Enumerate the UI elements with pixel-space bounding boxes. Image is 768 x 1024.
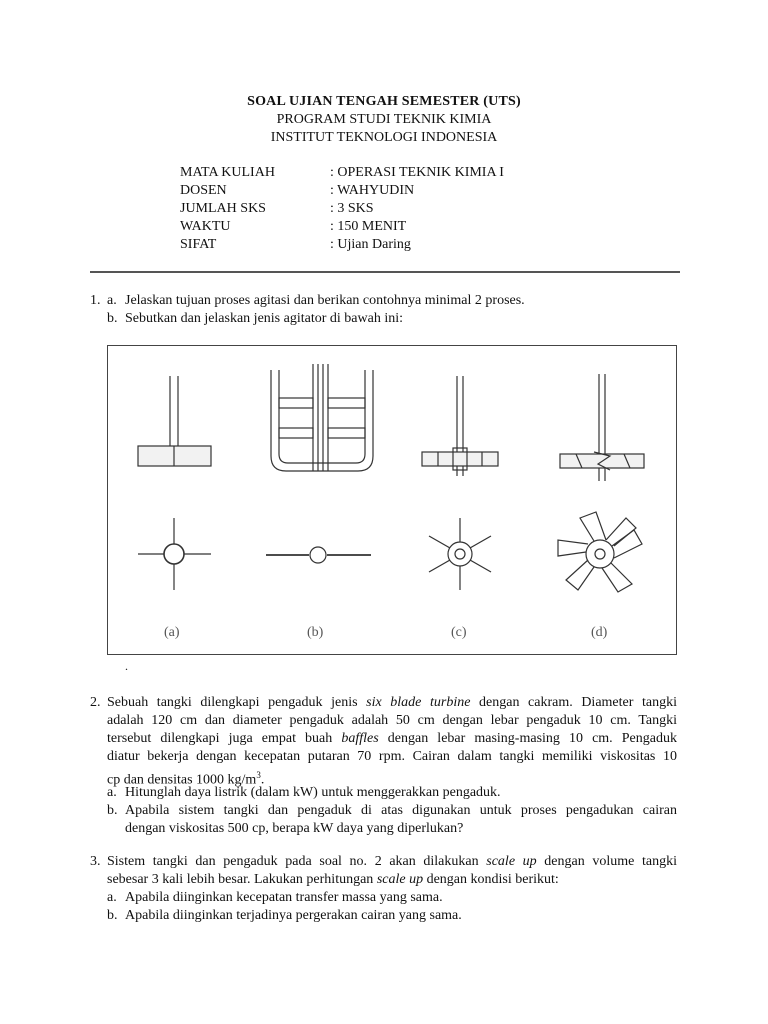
info-label: JUMLAH SKS xyxy=(180,201,266,216)
info-value: : 3 SKS xyxy=(330,201,374,216)
q3-italic-term: scale up xyxy=(486,854,537,869)
q3-text: sebesar 3 kali lebih besar. Lakukan perhitungan xyxy=(107,872,377,887)
figure-label-a: (a) xyxy=(164,625,180,640)
info-label: MATA KULIAH xyxy=(180,165,275,180)
q2-b-marker: b. xyxy=(107,803,118,818)
turbine-agitator-side-view xyxy=(422,376,498,476)
exam-title: SOAL UJIAN TENGAH SEMESTER (UTS) xyxy=(247,94,521,109)
q1-a-text: Jelaskan tujuan proses agitasi dan berikan contohnya minimal 2 proses. xyxy=(125,293,525,308)
figure-label-c: (c) xyxy=(451,625,467,640)
info-label: SIFAT xyxy=(180,237,217,252)
q3-a-text: Apabila diinginkan kecepatan transfer massa yang sama. xyxy=(125,890,443,905)
q2-text: Sebuah tangki dilengkapi pengaduk jenis xyxy=(107,695,367,710)
stray-dot: . xyxy=(125,659,128,673)
figure-label-b: (b) xyxy=(307,625,324,640)
q2-b-line-1: Apabila sistem tangki dan pengaduk di atas digunakan untuk proses pengadukan cairan xyxy=(125,803,677,818)
q3-italic-term: scale up xyxy=(376,872,424,887)
q2-number: 2. xyxy=(90,695,101,710)
q2-italic-term: baffles xyxy=(341,731,379,746)
q3-text: dengan kondisi berikut: xyxy=(423,872,559,887)
q3-b-marker: b. xyxy=(107,908,118,923)
info-label: WAKTU xyxy=(180,219,231,234)
q2-text: dengan cakram. Diameter tangki xyxy=(470,695,677,710)
q2-italic-term: six blade turbine xyxy=(366,695,471,710)
q1-b-text: Sebutkan dan jelaskan jenis agitator di bawah ini: xyxy=(125,311,403,326)
q2-line-3 xyxy=(107,730,677,748)
q1-b-marker: b. xyxy=(107,311,118,326)
q2-line-2: adalah 120 cm dan diameter pengaduk adalah 50 cm dengan lebar pengaduk 10 cm. Tangki xyxy=(107,713,677,728)
pitched-turbine-agitator-top-view xyxy=(558,512,642,592)
q2-superscript: 3 xyxy=(256,770,261,780)
q1-number: 1. xyxy=(90,293,101,308)
info-label: DOSEN xyxy=(180,183,227,198)
q3-line-2 xyxy=(107,871,559,889)
q2-a-text: Hitunglah daya listrik (dalam kW) untuk menggerakkan pengaduk. xyxy=(125,785,501,800)
info-value: : Ujian Daring xyxy=(330,237,411,252)
figure-label-d: (d) xyxy=(591,625,608,640)
pitched-turbine-agitator-side-view xyxy=(560,374,644,481)
q1-a-marker: a. xyxy=(107,293,117,308)
program-name: PROGRAM STUDI TEKNIK KIMIA xyxy=(276,112,492,127)
q3-text: dengan volume tangki xyxy=(536,854,678,869)
paddle-agitator-top-view xyxy=(138,518,211,590)
q2-text: dengan lebar masing-masing 10 cm. Pengaduk xyxy=(378,731,677,746)
agitator-drawings xyxy=(108,346,678,656)
institute-name: INSTITUT TEKNOLOGI INDONESIA xyxy=(270,130,498,145)
q3-b-text: Apabila diinginkan terjadinya pergerakan cairan yang sama. xyxy=(125,908,462,923)
agitator-figure xyxy=(107,345,677,655)
info-value: : OPERASI TEKNIK KIMIA I xyxy=(330,165,504,180)
q2-text: cp dan densitas 1000 kg/m xyxy=(107,772,257,788)
q3-line-1 xyxy=(107,853,677,871)
q3-number: 3. xyxy=(90,854,101,869)
q2-line-4: diatur bekerja dengan kecepatan putaran 70 rpm. Cairan dalam tangki memiliki viskositas 10 xyxy=(107,749,677,764)
info-value: : 150 MENIT xyxy=(330,219,407,234)
q3-a-marker: a. xyxy=(107,890,117,905)
q2-b-line-2: dengan viskositas 500 cp, berapa kW daya yang diperlukan? xyxy=(125,821,464,836)
anchor-agitator-side-view xyxy=(271,364,373,471)
q2-text: tersebut dilengkapi juga empat buah xyxy=(107,731,342,746)
header-divider xyxy=(90,271,680,273)
info-value: : WAHYUDIN xyxy=(330,183,415,198)
q3-text: Sistem tangki dan pengaduk pada soal no. 2 akan dilakukan xyxy=(107,854,487,869)
anchor-agitator-top-view xyxy=(266,547,371,563)
q2-line-1 xyxy=(107,694,677,712)
turbine-agitator-top-view xyxy=(429,518,491,590)
q2-text: . xyxy=(260,772,265,788)
paddle-agitator-side-view xyxy=(138,376,211,466)
q2-a-marker: a. xyxy=(107,785,117,800)
